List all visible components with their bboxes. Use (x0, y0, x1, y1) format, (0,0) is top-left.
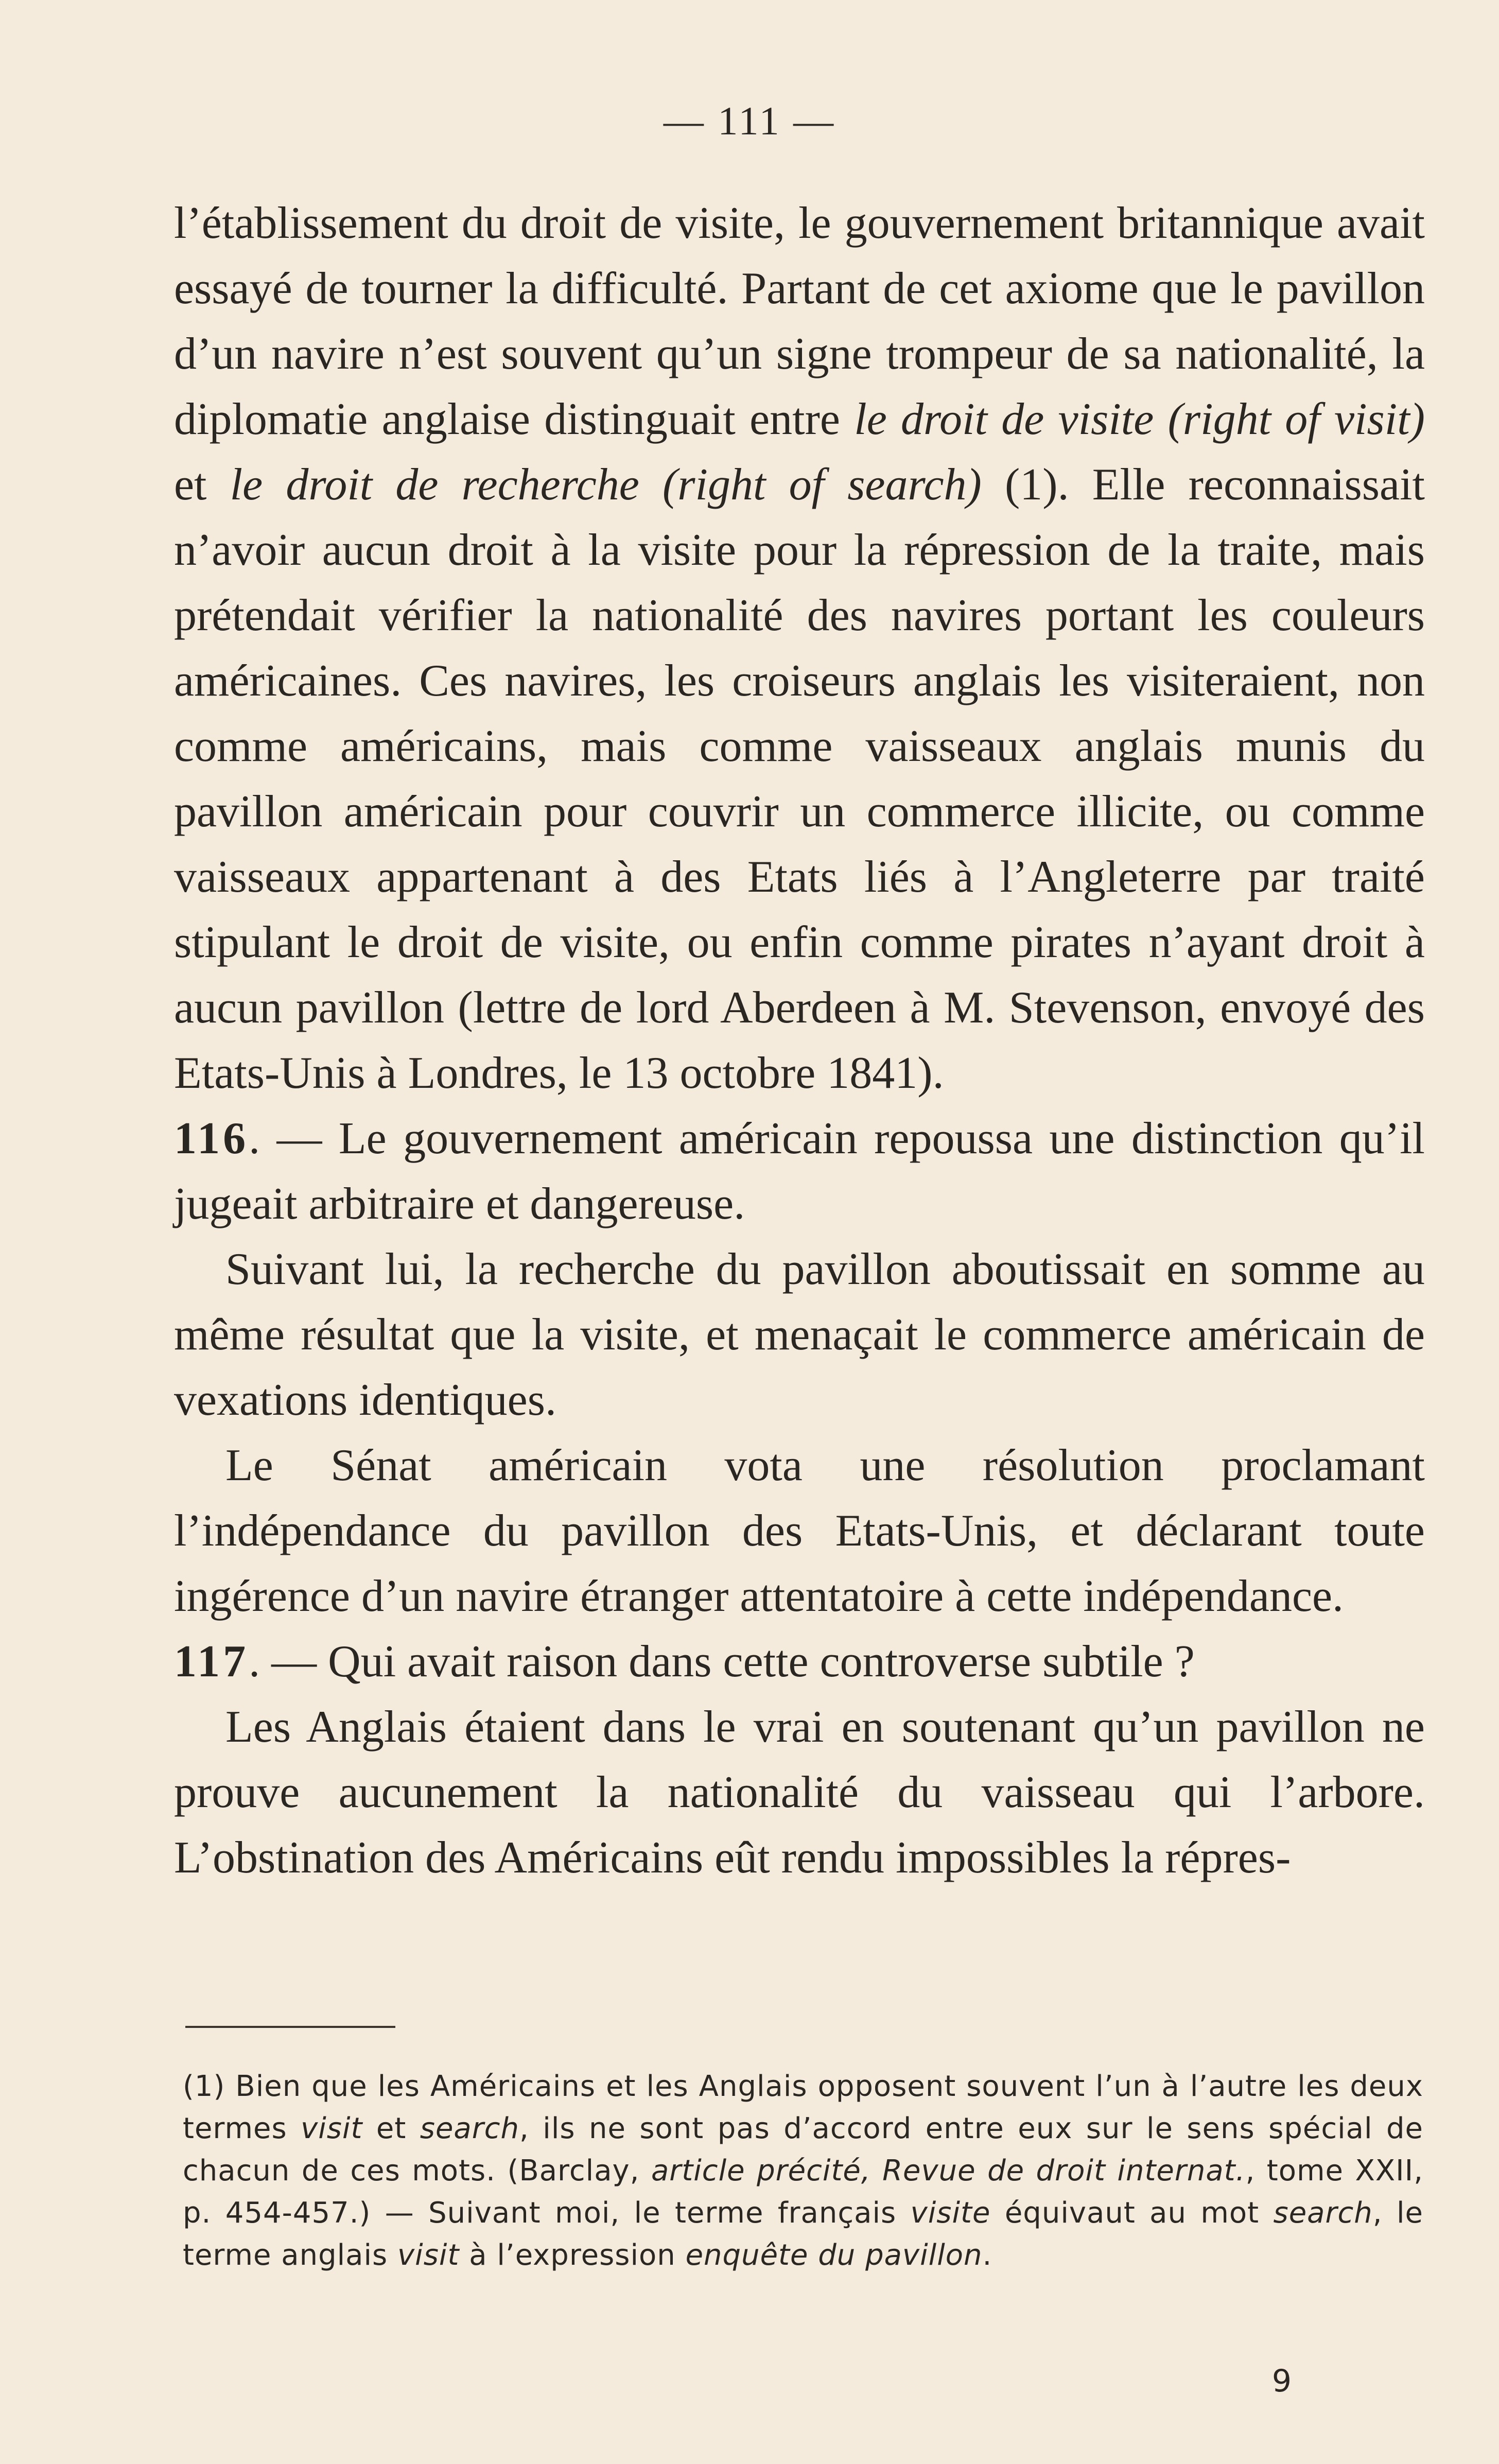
paragraph (174, 1237, 1425, 1433)
paragraph (174, 1694, 1425, 1890)
text-run: et (362, 2112, 420, 2145)
text-run: , ils ne sont pas d’accord entre eux sur le sens spécial de chacun de ces mots. (Barclay, (183, 2112, 1423, 2188)
text-run: équivaut au mot (990, 2196, 1274, 2230)
italic-text: visite (910, 2196, 991, 2230)
italic-text: enquête du pavillon (685, 2239, 983, 2272)
text-run: Suivant lui, la recherche du pavillon aboutissait en somme au même résultat que la visite, et menaçait le commerce américain de vexations identiques. (174, 1244, 1425, 1425)
paragraph (174, 1433, 1425, 1629)
italic-text: visit (397, 2239, 460, 2272)
italic-text: le droit de recherche (right of search) (230, 460, 982, 510)
italic-text: search (420, 2112, 520, 2145)
paragraph (174, 1629, 1425, 1694)
section-number: 116 (174, 1114, 249, 1164)
text-run: , le terme anglais (183, 2196, 1423, 2272)
text-run: . (982, 2239, 992, 2272)
page-number: — 111 — (663, 98, 836, 143)
italic-text: article précité, Revue de droit internat. (651, 2154, 1246, 2188)
text-run: , tome XXII, p. 454-457.) — Suivant moi, le terme français (183, 2154, 1424, 2230)
text-run: Les Anglais étaient dans le vrai en soutenant qu’un pavillon ne prouve aucunement la nationalité du vaisseau qui l’arbore. L’obstination des Américains eût rendu impossibles la répres- (174, 1702, 1425, 1883)
footnote (183, 2066, 1423, 2277)
text-run: (1). Elle reconnaissait n’avoir aucun droit à la visite pour la répression de la traite, mais prétendait vérifier la nationalité des navires portant les couleurs américaines. Ces navires, les croiseurs anglais les visiteraient, non comme américains, mais comme vaisseaux anglais munis du pavillon américain pour couvrir un commerce illicite, ou comme vaisseaux appartenant à des Etats liés à l’Angleterre par traité stipulant le droit de visite, ou enfin comme pirates n’ayant droit à aucun pavillon (lettre de lord Aberdeen à M. Stevenson, envoyé des Etats-Unis à Londres, le 13 octobre 1841). (174, 460, 1425, 1098)
text-run: Le Sénat américain vota une résolution proclamant l’indépendance du pavillon des Etats-Unis, et déclarant toute ingérence d’un navire étranger attentatoire à cette indépendance. (174, 1441, 1425, 1621)
text-run: . — Qui avait raison dans cette controverse subtile ? (249, 1637, 1195, 1687)
text-run: à l’expression (459, 2239, 686, 2272)
signature-mark: 9 (1271, 2363, 1292, 2399)
italic-text: visit (301, 2112, 363, 2145)
footnote-separator (185, 2026, 395, 2028)
main-text (174, 190, 1425, 1890)
paragraph (174, 1106, 1425, 1237)
footnote-paragraph (183, 2066, 1423, 2277)
text-run: . — Le gouvernement américain repoussa une distinction qu’il jugeait arbitraire et dangereuse. (174, 1114, 1425, 1229)
text-run: et (174, 460, 230, 510)
text-run: (1) Bien que les Américains et les Anglais opposent souvent l’un à l’autre les deux termes (183, 2070, 1423, 2145)
italic-text: search (1273, 2196, 1373, 2230)
italic-text: le droit de visite (right of visit) (854, 394, 1425, 444)
paragraph (174, 190, 1425, 1106)
section-number: 117 (174, 1637, 249, 1687)
text-run: l’établissement du droit de visite, le gouvernement britannique avait essayé de tourner la difficulté. Partant de cet axiome que le pavillon d’un navire n’est souvent qu’un signe trompeur de sa nationalité, la diplomatie anglaise distinguait entre (174, 198, 1425, 444)
